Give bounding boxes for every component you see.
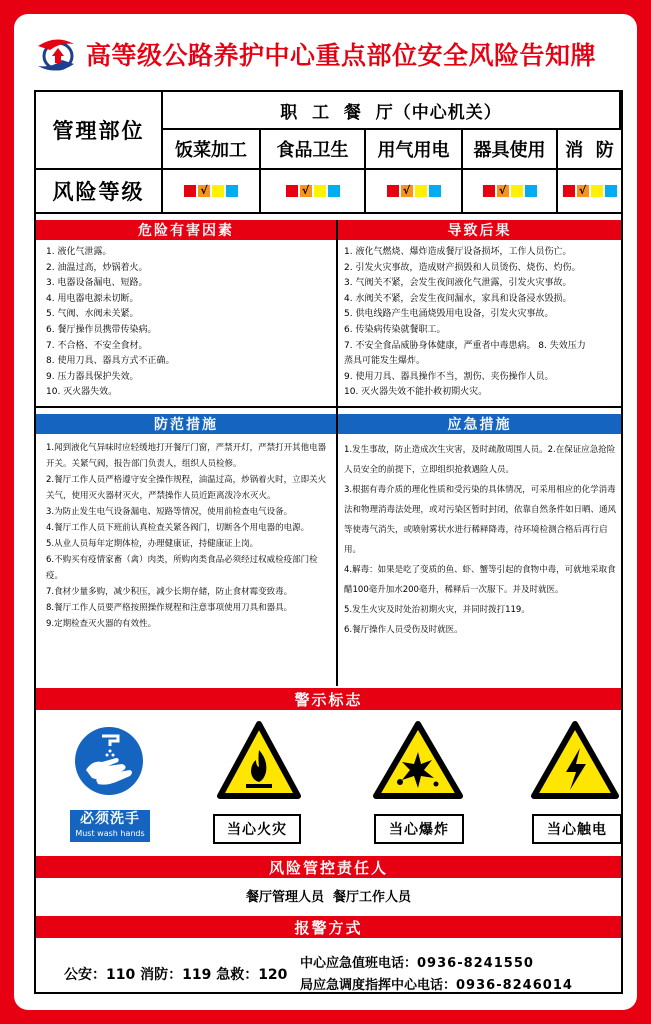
row-divider	[36, 406, 621, 408]
risk-level-4	[463, 170, 558, 214]
sign-board	[14, 14, 637, 1010]
risk-level-swatch: √	[497, 185, 509, 197]
emergency-item: 3.根据有毒介质的理化性质和受污染的具体情况，可采用相应的化学消毒法和物理消毒法处理，或对污染区暂时封闭，依靠自然条件如日晒、通风等使毒气消失，或喷射雾状水进行稀释降毒，待环境检测合格后再行启用。	[344, 485, 617, 555]
public-numbers: 公安：110 消防：119 急救：120	[64, 967, 288, 983]
explosion-warning-icon	[372, 720, 464, 800]
highway-logo-icon	[32, 32, 80, 76]
wash-hands-label	[70, 810, 150, 842]
risk-level-swatch	[314, 185, 326, 197]
center-phone-number: 0936-8241550	[417, 956, 534, 971]
risk-level-swatch	[212, 185, 224, 197]
consequence-item: 5. 供电线路产生电涌烧毁用电设备，引发火灾事故。	[344, 309, 554, 320]
consequences-list	[344, 245, 624, 401]
wash-hands-en: Must wash hands	[75, 829, 145, 838]
emergency-item: 1.发生事故，防止造成次生灾害，及时疏散周围人员。2.在保证应急抢险人员安全的前提下，立即组织抢救遇险人员。	[344, 445, 616, 475]
fire-label: 当心火灾	[213, 814, 301, 844]
page-title: 高等级公路养护中心重点部位安全风险告知牌	[86, 41, 597, 70]
wash-hands-icon	[72, 724, 146, 798]
wash-hands-cn: 必须洗手	[80, 811, 140, 827]
hazard-item: 4. 用电器电源未切断。	[46, 293, 139, 304]
hazard-item: 3. 电器设备漏电、短路。	[46, 278, 148, 289]
consequence-item: 蒸具可能发生爆炸。	[344, 356, 426, 367]
hazard-item: 2. 油温过高，炒锅着火。	[46, 262, 148, 273]
hazard-item: 5. 气阀、水阀未关紧。	[46, 309, 139, 320]
hazard-item: 6. 餐厅操作员携带传染病。	[46, 324, 157, 335]
fire-warning-icon	[216, 720, 302, 800]
column-header-5: 消 防	[558, 130, 621, 170]
risk-level-swatch	[525, 185, 537, 197]
consequence-item: 10. 灭火器失效不能扑救初期火灾。	[344, 387, 488, 398]
column-divider	[336, 220, 338, 686]
risk-level-swatch	[429, 185, 441, 197]
risk-level-2	[261, 170, 366, 214]
consequence-item: 4. 水阀关不紧，会发生夜间漏水，家具和设备浸水毁损。	[344, 293, 572, 304]
hazards-title: 危险有害因素	[36, 220, 336, 240]
center-phone-label: 中心应急值班电话：	[300, 956, 418, 971]
prevention-item: 2.餐厅工作人员严格遵守安全操作规程，油温过高，炒锅着火时，立即关火关气，使用灭火器材灭火，严禁操作人员近距离泼冷水灭火。	[46, 475, 327, 501]
mgmt-value: 职 工 餐 厅（中心机关）	[163, 92, 621, 130]
risk-level-swatch	[328, 185, 340, 197]
emergency-item: 5.发生火灾及时处治初期火灾，并同时拨打119。	[344, 605, 530, 615]
responsible-text: 餐厅管理人员 餐厅工作人员	[245, 890, 412, 905]
header	[14, 14, 637, 90]
explosion-label: 当心爆炸	[374, 814, 464, 844]
electric-label: 当心触电	[532, 814, 622, 844]
emergency-item: 6.餐厅操作人员受伤及时就医。	[344, 625, 463, 635]
risk-level-swatch	[387, 185, 399, 197]
bureau-phone-label: 局应急调度指挥中心电话：	[300, 978, 457, 993]
risk-level-1	[163, 170, 261, 214]
hazard-item: 9. 压力器具保护失效。	[46, 371, 139, 382]
risk-level-swatch	[511, 185, 523, 197]
column-header-3: 用气用电	[366, 130, 463, 170]
hazards-list	[46, 245, 331, 401]
prevention-item: 8.餐厅工作人员要严格按照操作规程和注意事项使用刀具和器具。	[46, 603, 293, 613]
risk-level-swatch	[563, 185, 575, 197]
risk-level-swatch	[415, 185, 427, 197]
content-frame	[34, 90, 623, 994]
column-header-4: 器具使用	[463, 130, 558, 170]
consequence-item: 6. 传染病传染就餐职工。	[344, 324, 446, 335]
prevention-item: 5.从业人员每年定期体检，办理健康证，持健康证上岗。	[46, 539, 259, 549]
risk-level-swatch	[184, 185, 196, 197]
risk-level-5	[558, 170, 621, 214]
electric-warning-icon	[530, 720, 620, 800]
consequences-title: 导致后果	[338, 220, 621, 240]
prevention-item: 6.不购买有疫情家畜（禽）肉类，所购肉类食品必须经过权威检疫部门检疫。	[46, 555, 318, 581]
risk-level-3	[366, 170, 463, 214]
alarm-title: 报警方式	[36, 916, 621, 938]
signs-title: 警示标志	[36, 688, 621, 710]
bureau-phone-row	[300, 974, 573, 993]
risk-level-swatch	[605, 185, 617, 197]
consequence-item: 9. 使用刀具、器具操作不当，割伤、夹伤操作人员。	[344, 371, 554, 382]
hazard-item: 10. 灭火器失效。	[46, 387, 118, 398]
center-phone-row	[300, 952, 534, 971]
prevention-item: 3.为防止发生电气设备漏电、短路等情况，使用前检查电气设备。	[46, 507, 293, 517]
risk-label: 风险等级	[36, 170, 163, 214]
prevention-item: 4.餐厅工作人员下班前认真检查关紧各阀门，切断各个用电器的电源。	[46, 523, 310, 533]
risk-level-swatch	[483, 185, 495, 197]
risk-level-swatch: √	[300, 185, 312, 197]
hazard-item: 8. 使用刀具、器具方式不正确。	[46, 356, 175, 367]
column-header-1: 饭菜加工	[163, 130, 261, 170]
prevention-item: 9.定期检查灭火器的有效性。	[46, 619, 157, 629]
consequence-item: 2. 引发火灾事故，造成财产损毁和人员烫伤、烧伤、灼伤。	[344, 262, 581, 273]
consequence-item: 7. 不安全食品威胁身体健康，严重者中毒患病。 8. 失效压力	[344, 340, 586, 351]
prevention-item: 7.食材少量多购，减少积压，减少长期存储，防止食材霉变致毒。	[46, 587, 293, 597]
risk-level-swatch: √	[577, 185, 589, 197]
hazard-item: 1. 液化气泄露。	[46, 247, 112, 257]
risk-level-swatch	[226, 185, 238, 197]
emergency-item: 4.解毒：如果是吃了变质的鱼、虾、蟹等引起的食物中毒，可就地采取食醋100毫升加水200毫升，稀释后一次服下。并及时就医。	[344, 565, 616, 595]
risk-level-swatch: √	[198, 185, 210, 197]
risk-level-swatch	[286, 185, 298, 197]
risk-level-swatch: √	[401, 185, 413, 197]
consequence-item: 1. 液化气燃烧、爆炸造成餐厅设备损坏，工作人员伤亡。	[344, 247, 572, 257]
emergency-list	[344, 440, 616, 640]
prevention-list	[46, 440, 330, 632]
column-header-2: 食品卫生	[261, 130, 366, 170]
responsible-title: 风险管控责任人	[36, 856, 621, 878]
risk-level-swatch	[591, 185, 603, 197]
hazard-item: 7. 不合格、不安全食材。	[46, 340, 148, 351]
prevention-title: 防范措施	[36, 414, 336, 434]
mgmt-label: 管理部位	[36, 92, 163, 170]
emergency-title: 应急措施	[338, 414, 621, 434]
consequence-item: 3. 气阀关不紧，会发生夜间液化气泄露，引发火灾事故。	[344, 278, 572, 289]
bureau-phone-number: 0936-8246014	[456, 978, 573, 993]
prevention-item: 1.闻到液化气异味时应轻缓地打开餐厅门窗，严禁开灯，严禁打开其他电器开关。关紧气阀，报告部门负责人，组织人员检修。	[46, 443, 327, 469]
